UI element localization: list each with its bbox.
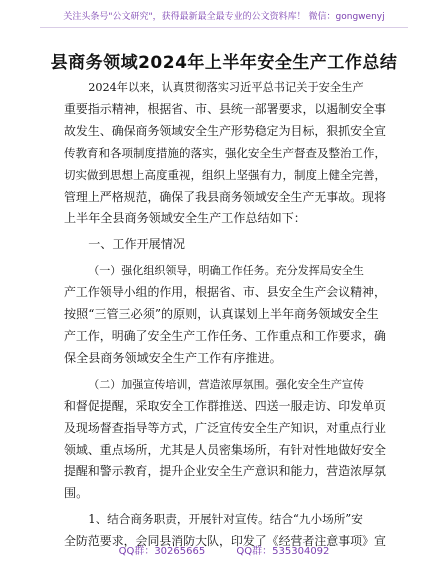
text-line: 全防范要求，会同县消防大队，印发了《经营者注意事项》宣 <box>64 534 386 549</box>
header-divider <box>40 27 408 28</box>
text-line: 管理上严格规范，确保了我县商务领域安全生产无事故。现将 <box>64 189 386 204</box>
header-promo-note: 关注头条号"公文研究"，获得最新最全最专业的公文资料库！ 微信：gongwenyj <box>63 12 385 22</box>
paragraph-intro <box>64 77 386 230</box>
footer-qq-group-2: QQ群：535304092 <box>236 546 330 557</box>
heading-text: 一、工作开展情况 <box>88 237 185 252</box>
text-line: 重要指示精神，根据省、市、县统一部署要求，以遏制安全事 <box>64 101 386 116</box>
text-line: （一）强化组织领导，明确工作任务。充分发挥局安全生 <box>88 264 364 278</box>
text-line: 提醒和警示教育，提升企业安全生产意识和能力，营造浓厚氛 <box>64 464 386 479</box>
document-body <box>64 77 386 553</box>
text-line: 故发生、确保商务领域安全生产形势稳定为目标，狠抓安全宣 <box>64 123 386 138</box>
text-line: （二）加强宣传培训，营造浓厚氛围。强化安全生产宣传 <box>88 377 364 391</box>
text-line: 上半年全县商务领域安全生产工作总结如下： <box>64 211 306 226</box>
text-line: 和督促提醒，采取安全工作群推送、四送一服走访、印发单页 <box>64 398 386 413</box>
text-line: 围。 <box>64 486 89 501</box>
text-line: 领域、重点场所，尤其是人员密集场所，有针对性地做好安全 <box>64 442 386 457</box>
text-line: 产工作领导小组的作用，根据省、市、县安全生产会议精神， <box>64 285 386 300</box>
text-line: 切实做到思想上高度重视，组织上坚强有力，制度上健全完善， <box>64 167 386 182</box>
text-line: 产工作，明确了安全生产工作任务、工作重点和工作要求，确 <box>64 328 386 343</box>
text-line: 2024年以来，认真贯彻落实习近平总书记关于安全生产 <box>88 81 364 94</box>
footer-contact <box>0 542 448 557</box>
section-heading-1 <box>64 234 386 256</box>
text-line: 保全县商务领域安全生产工作有序推进。 <box>64 350 282 365</box>
footer-qq-group-1: QQ群：30265665 <box>118 546 206 557</box>
text-line: 传教育和各项制度措施的落实，强化安全生产督查及整治工作， <box>64 145 386 160</box>
paragraph-publicity <box>64 374 386 505</box>
paragraph-organization <box>64 260 386 370</box>
document-title: 县商务领域2024年上半年安全生产工作总结 <box>50 53 398 73</box>
text-line: 按照“三管三必须”的原则，认真谋划上半年商务领域安全生 <box>64 307 379 322</box>
text-line: 及现场督查指导等方式，广泛宣传安全生产知识，对重点行业 <box>64 420 386 435</box>
text-line: 1、结合商务职责，开展针对宣传。结合“九小场所”安 <box>88 512 363 527</box>
